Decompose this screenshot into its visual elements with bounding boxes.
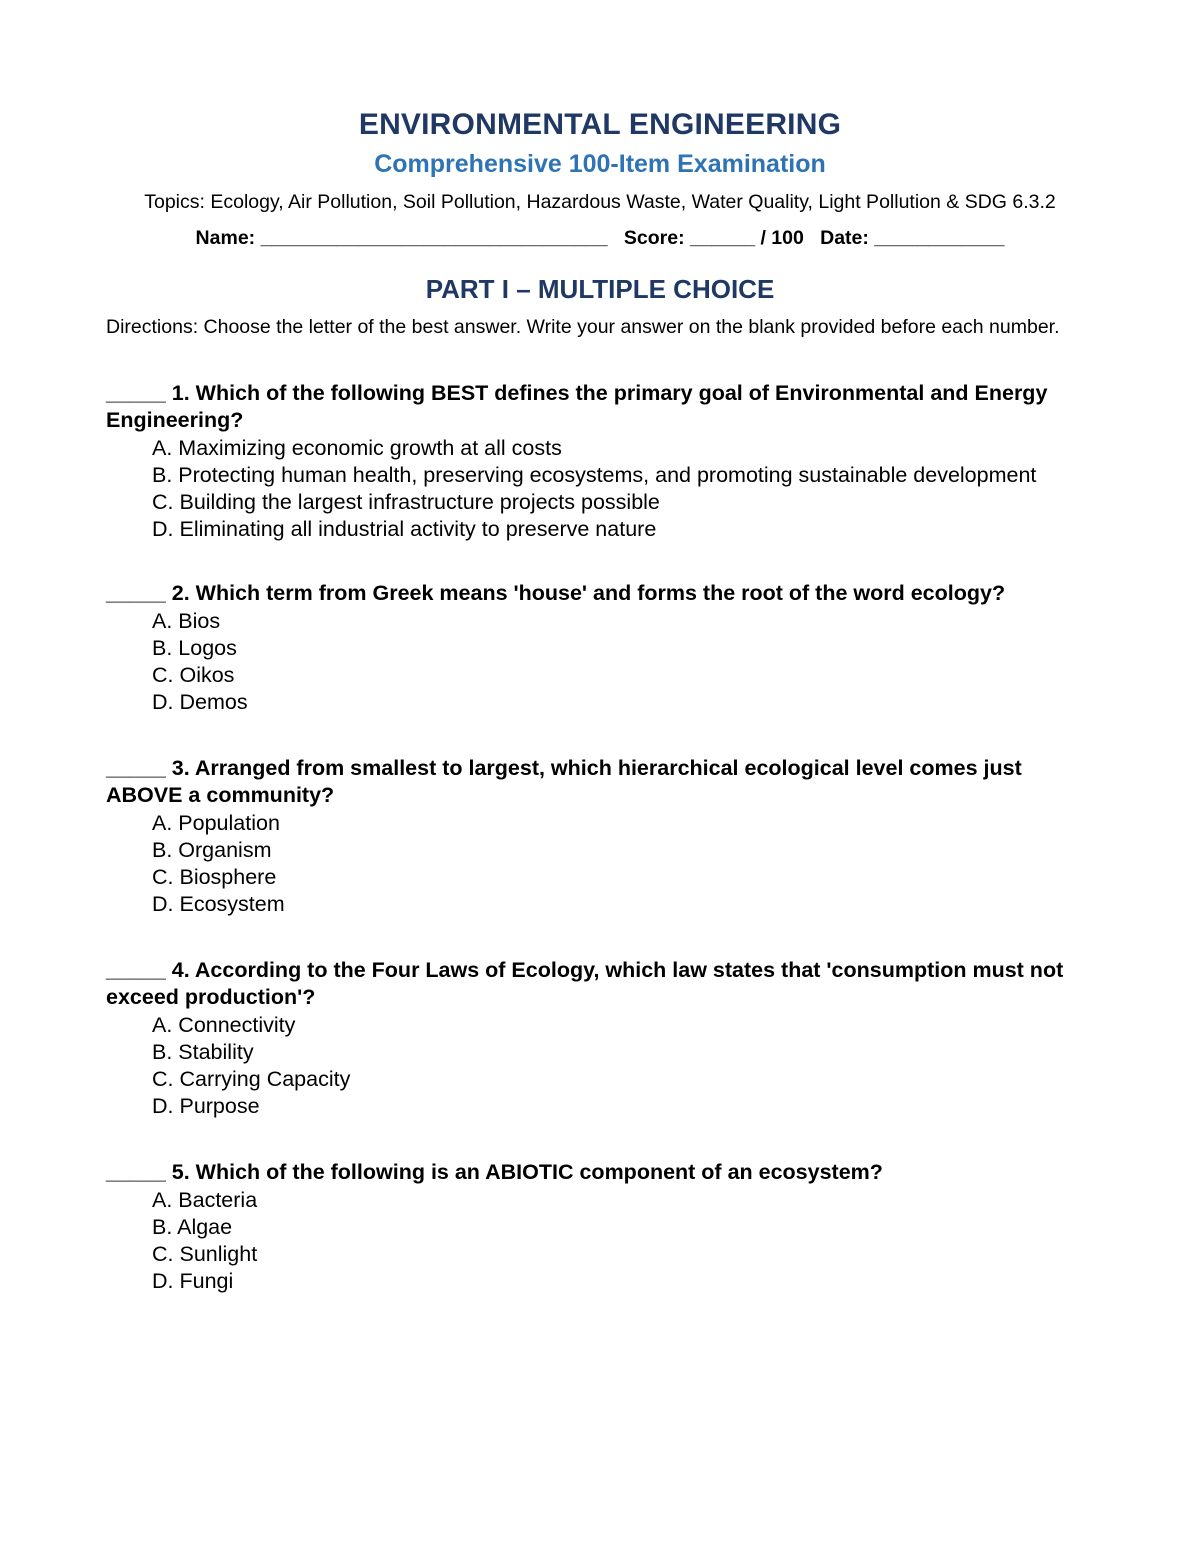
answer-blank[interactable]: _____: [106, 756, 166, 780]
option-b: B. Protecting human health, preserving ecosystems, and promoting sustainable development: [152, 463, 1037, 487]
exam-subtitle: Comprehensive 100-Item Examination: [374, 150, 826, 178]
option-d: D. Demos: [152, 690, 248, 714]
answer-blank[interactable]: _____: [106, 581, 166, 605]
answer-blank[interactable]: _____: [106, 958, 166, 982]
score-field[interactable]: Score: ______ / 100: [623, 227, 804, 249]
option-a: A. Bios: [152, 609, 221, 633]
directions-text: Directions: Choose the letter of the best answer. Write your answer on the blank provided before each number.: [106, 316, 1060, 338]
option-c: C. Oikos: [152, 663, 235, 687]
option-d: D. Ecosystem: [152, 892, 285, 916]
question-text: 2. Which term from Greek means 'house' and forms the root of the word ecology?: [171, 581, 1006, 605]
option-c: C. Carrying Capacity: [152, 1067, 351, 1091]
question-text: 1. Which of the following BEST defines the primary goal of Environmental and Energy Engineering?: [106, 381, 1048, 432]
question-text: 4. According to the Four Laws of Ecology, which law states that 'consumption must not exceed production'?: [106, 958, 1064, 1009]
option-c: C. Building the largest infrastructure projects possible: [152, 490, 660, 514]
option-list: [106, 1187, 1094, 1295]
option-c: C. Biosphere: [152, 865, 277, 889]
option-a: A. Population: [152, 811, 280, 835]
question-stem: [106, 580, 1094, 607]
option-list: [106, 435, 1094, 543]
exam-topics: Topics: Ecology, Air Pollution, Soil Pollution, Hazardous Waste, Water Quality, Light Pollution & SDG 6.3.2: [144, 191, 1056, 213]
question-stem: [106, 1159, 1094, 1186]
question-1: [106, 380, 1094, 543]
option-list: [106, 1012, 1094, 1120]
option-d: D. Fungi: [152, 1269, 234, 1293]
option-b: B. Stability: [152, 1040, 254, 1064]
option-list: [106, 608, 1094, 716]
option-list: [106, 810, 1094, 918]
student-info-line: [106, 223, 1094, 253]
name-field[interactable]: Name: ________________________________: [195, 227, 608, 249]
exam-title: ENVIRONMENTAL ENGINEERING: [358, 108, 842, 141]
option-d: D. Eliminating all industrial activity to preserve nature: [152, 517, 657, 541]
answer-blank[interactable]: _____: [106, 1160, 166, 1184]
date-field[interactable]: Date: ____________: [820, 227, 1005, 249]
option-a: A. Maximizing economic growth at all costs: [152, 436, 562, 460]
question-2: [106, 580, 1094, 716]
option-d: D. Purpose: [152, 1094, 260, 1118]
question-stem: [106, 957, 1094, 1011]
question-stem: [106, 755, 1094, 809]
question-4: [106, 957, 1094, 1120]
question-3: [106, 755, 1094, 918]
option-c: C. Sunlight: [152, 1242, 258, 1266]
question-text: 3. Arranged from smallest to largest, which hierarchical ecological level comes just ABOVE a community?: [106, 756, 1022, 807]
part-heading: PART I – MULTIPLE CHOICE: [425, 274, 775, 304]
option-b: B. Algae: [152, 1215, 233, 1239]
question-text: 5. Which of the following is an ABIOTIC component of an ecosystem?: [171, 1160, 883, 1184]
question-5: [106, 1159, 1094, 1295]
option-a: A. Bacteria: [152, 1188, 258, 1212]
option-a: A. Connectivity: [152, 1013, 296, 1037]
answer-blank[interactable]: _____: [106, 381, 166, 405]
option-b: B. Organism: [152, 838, 272, 862]
question-stem: [106, 380, 1094, 434]
option-b: B. Logos: [152, 636, 237, 660]
